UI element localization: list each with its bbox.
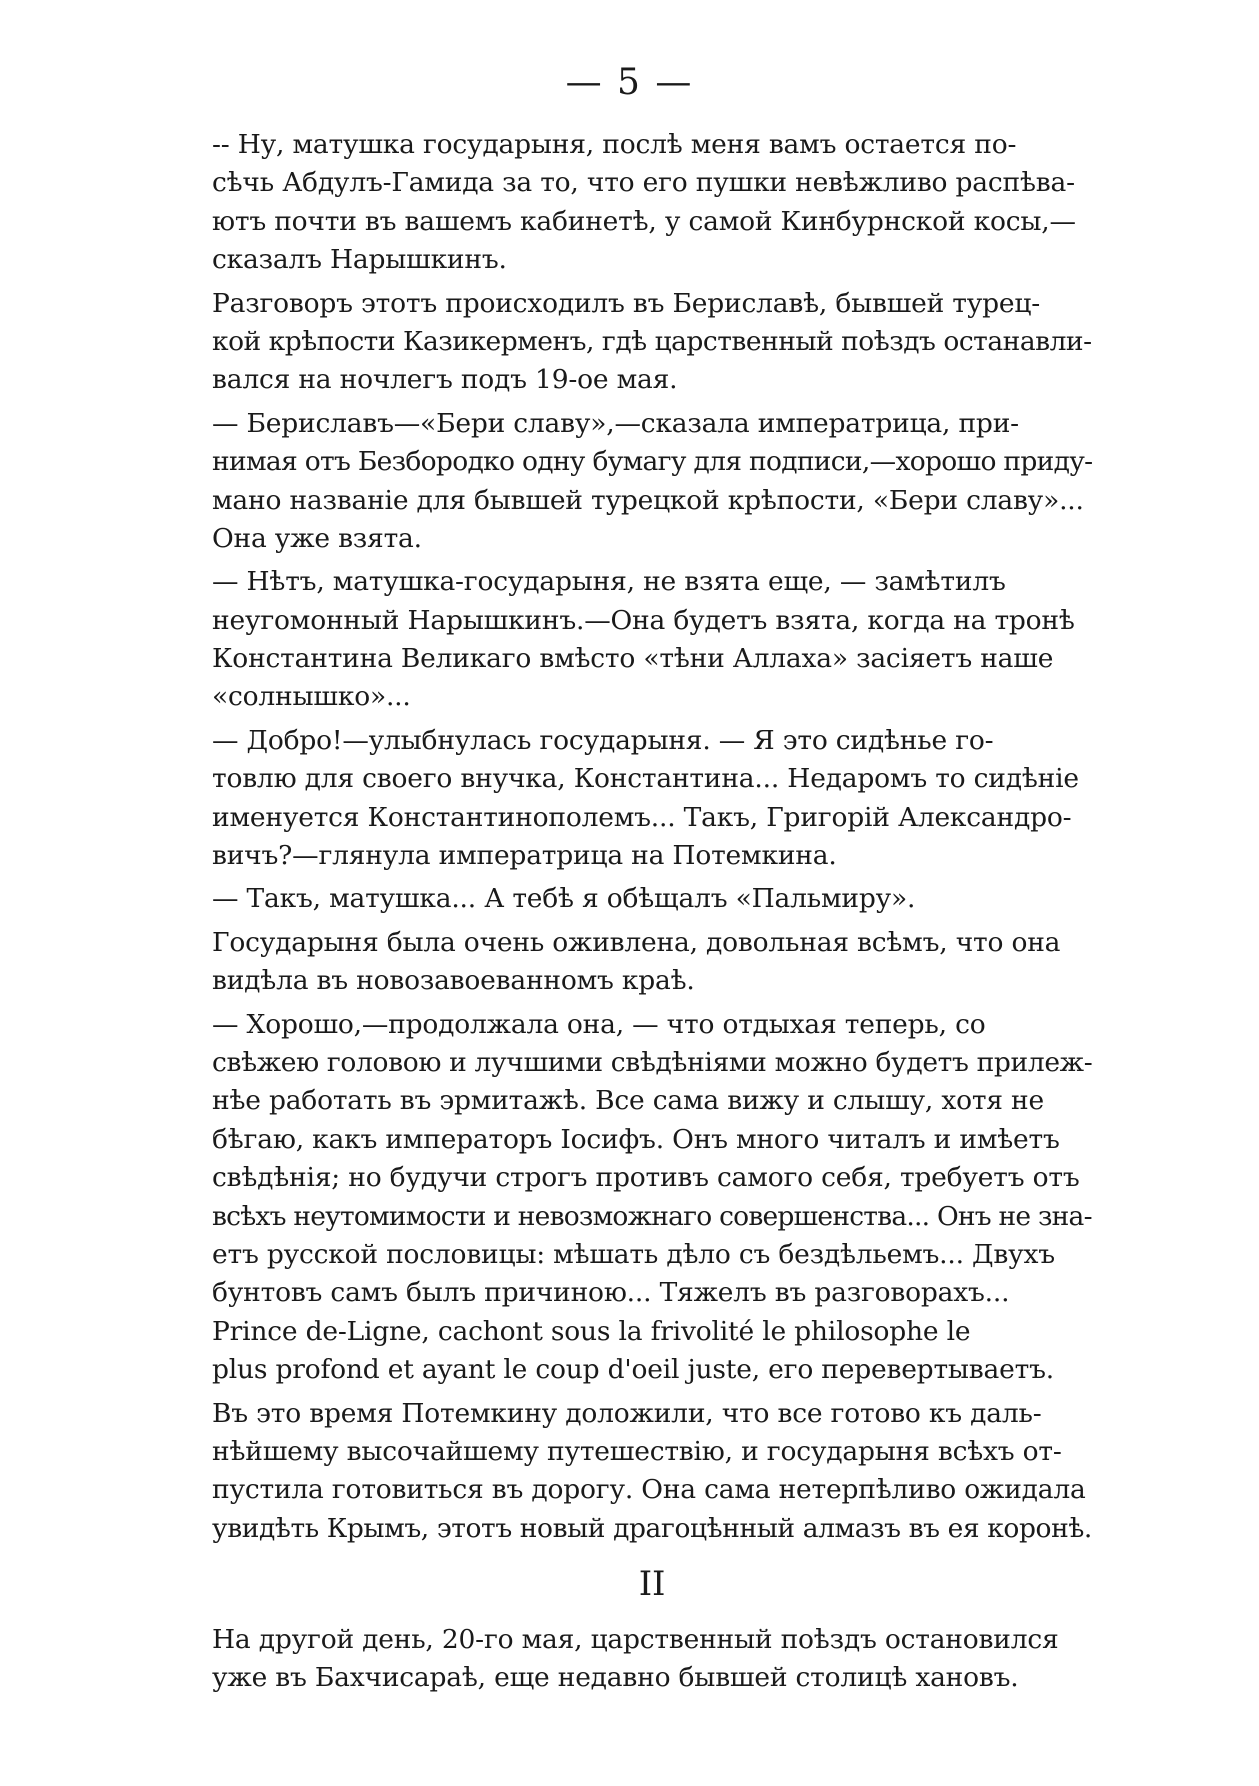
text-line: вичъ?—глянула императрица на Потемкина. bbox=[212, 840, 837, 872]
text-line: нѣе работать въ эрмитажѣ. Все сама вижу и слышу, хотя не bbox=[212, 1085, 1044, 1117]
text-line: — Бериславъ—«Бери славу»,—сказала императрица, при- bbox=[212, 407, 1019, 439]
text-line: нимая отъ Безбородко одну бумагу для подписи,—хорошо приду- bbox=[212, 446, 1092, 478]
chapter-heading: II bbox=[638, 1564, 666, 1605]
text-line: Константина Великаго вмѣсто «тѣни Аллаха» засіяетъ наше bbox=[212, 643, 1054, 675]
text-line: свѣжею головою и лучшими свѣдѣніями можно будетъ прилеж- bbox=[212, 1046, 1092, 1078]
text-line: нѣйшему высочайшему путешествію, и государыня всѣхъ от- bbox=[212, 1435, 1062, 1467]
text-line: plus profond et ayant le coup d'oeil juste, его перевертываетъ. bbox=[212, 1354, 1054, 1386]
text-line: Она уже взята. bbox=[212, 522, 422, 554]
text-line: именуется Константинополемъ... Такъ, Григорій Александро- bbox=[212, 801, 1072, 833]
text-line: сказалъ Нарышкинъ. bbox=[212, 244, 507, 276]
text-line: — Добро!—улыбнулась государыня. — Я это сидѣнье го- bbox=[212, 724, 994, 756]
text-line: ютъ почти въ вашемъ кабинетѣ, у самой Кинбурнской косы,— bbox=[212, 205, 1076, 237]
text-line: Въ это время Потемкину доложили, что все готово къ даль- bbox=[212, 1397, 1042, 1429]
text-line: кой крѣпости Казикерменъ, гдѣ царственный поѣздъ останавли- bbox=[212, 325, 1092, 357]
text-line: неугомонный Нарышкинъ.—Она будетъ взята, когда на тронѣ bbox=[212, 604, 1075, 636]
text-line: Prince de-Ligne, cachont sous la frivolité le philosophe le bbox=[212, 1315, 971, 1347]
text-line: — Нѣтъ, матушка-государыня, не взята еще, — замѣтилъ bbox=[212, 566, 1006, 598]
text-line: видѣла въ новозавоеванномъ краѣ. bbox=[212, 965, 695, 997]
text-line: бунтовъ самъ былъ причиною... Тяжелъ въ разговорахъ... bbox=[212, 1277, 1010, 1309]
text-line: бѣгаю, какъ императоръ Іосифъ. Онъ много читалъ и имѣетъ bbox=[212, 1123, 1060, 1155]
text-line: вался на ночлегъ подъ 19-ое мая. bbox=[212, 364, 678, 396]
text-line: — Хорошо,—продолжала она, — что отдыхая теперь, со bbox=[212, 1008, 986, 1040]
text-line: — Такъ, матушка... А тебѣ я обѣщалъ «Пальмиру». bbox=[212, 883, 916, 915]
text-line: товлю для своего внучка, Константина... Недаромъ то сидѣніе bbox=[212, 763, 1079, 795]
text-line: На другой день, 20-го мая, царственный поѣздъ остановился bbox=[212, 1624, 1059, 1656]
body-text bbox=[212, 126, 1092, 1698]
text-line: -- Ну, матушка государыня, послѣ меня вамъ остается по- bbox=[212, 129, 1017, 160]
text-line: уже въ Бахчисараѣ, еще недавно бывшей столицѣ хановъ. bbox=[212, 1662, 1019, 1694]
text-line: Государыня была очень оживлена, довольная всѣмъ, что она bbox=[212, 926, 1061, 958]
text-line: увидѣть Крымъ, этотъ новый драгоцѣнный алмазъ въ ея коронѣ. bbox=[212, 1512, 1092, 1544]
text-line: пустила готовиться въ дорогу. Она сама нетерпѣливо ожидала bbox=[212, 1474, 1086, 1506]
text-line: свѣдѣнія; но будучи строгъ противъ самого себя, требуетъ отъ bbox=[212, 1162, 1080, 1194]
text-line: Разговоръ этотъ происходилъ въ Бериславѣ, бывшей турец- bbox=[212, 287, 1040, 319]
text-line: мано названіе для бывшей турецкой крѣпости, «Бери славу»... bbox=[212, 484, 1084, 516]
text-line: всѣхъ неутомимости и невозможнаго совершенства... Онъ не зна- bbox=[212, 1200, 1092, 1232]
text-line: етъ русской пословицы: мѣшать дѣло съ бездѣльемъ... Двухъ bbox=[212, 1238, 1055, 1270]
text-line: «солнышко»... bbox=[212, 681, 411, 713]
text-line: сѣчь Абдулъ-Гамида за то, что его пушки невѣжливо распѣва- bbox=[212, 167, 1075, 199]
page-number: — 5 — bbox=[565, 62, 694, 103]
